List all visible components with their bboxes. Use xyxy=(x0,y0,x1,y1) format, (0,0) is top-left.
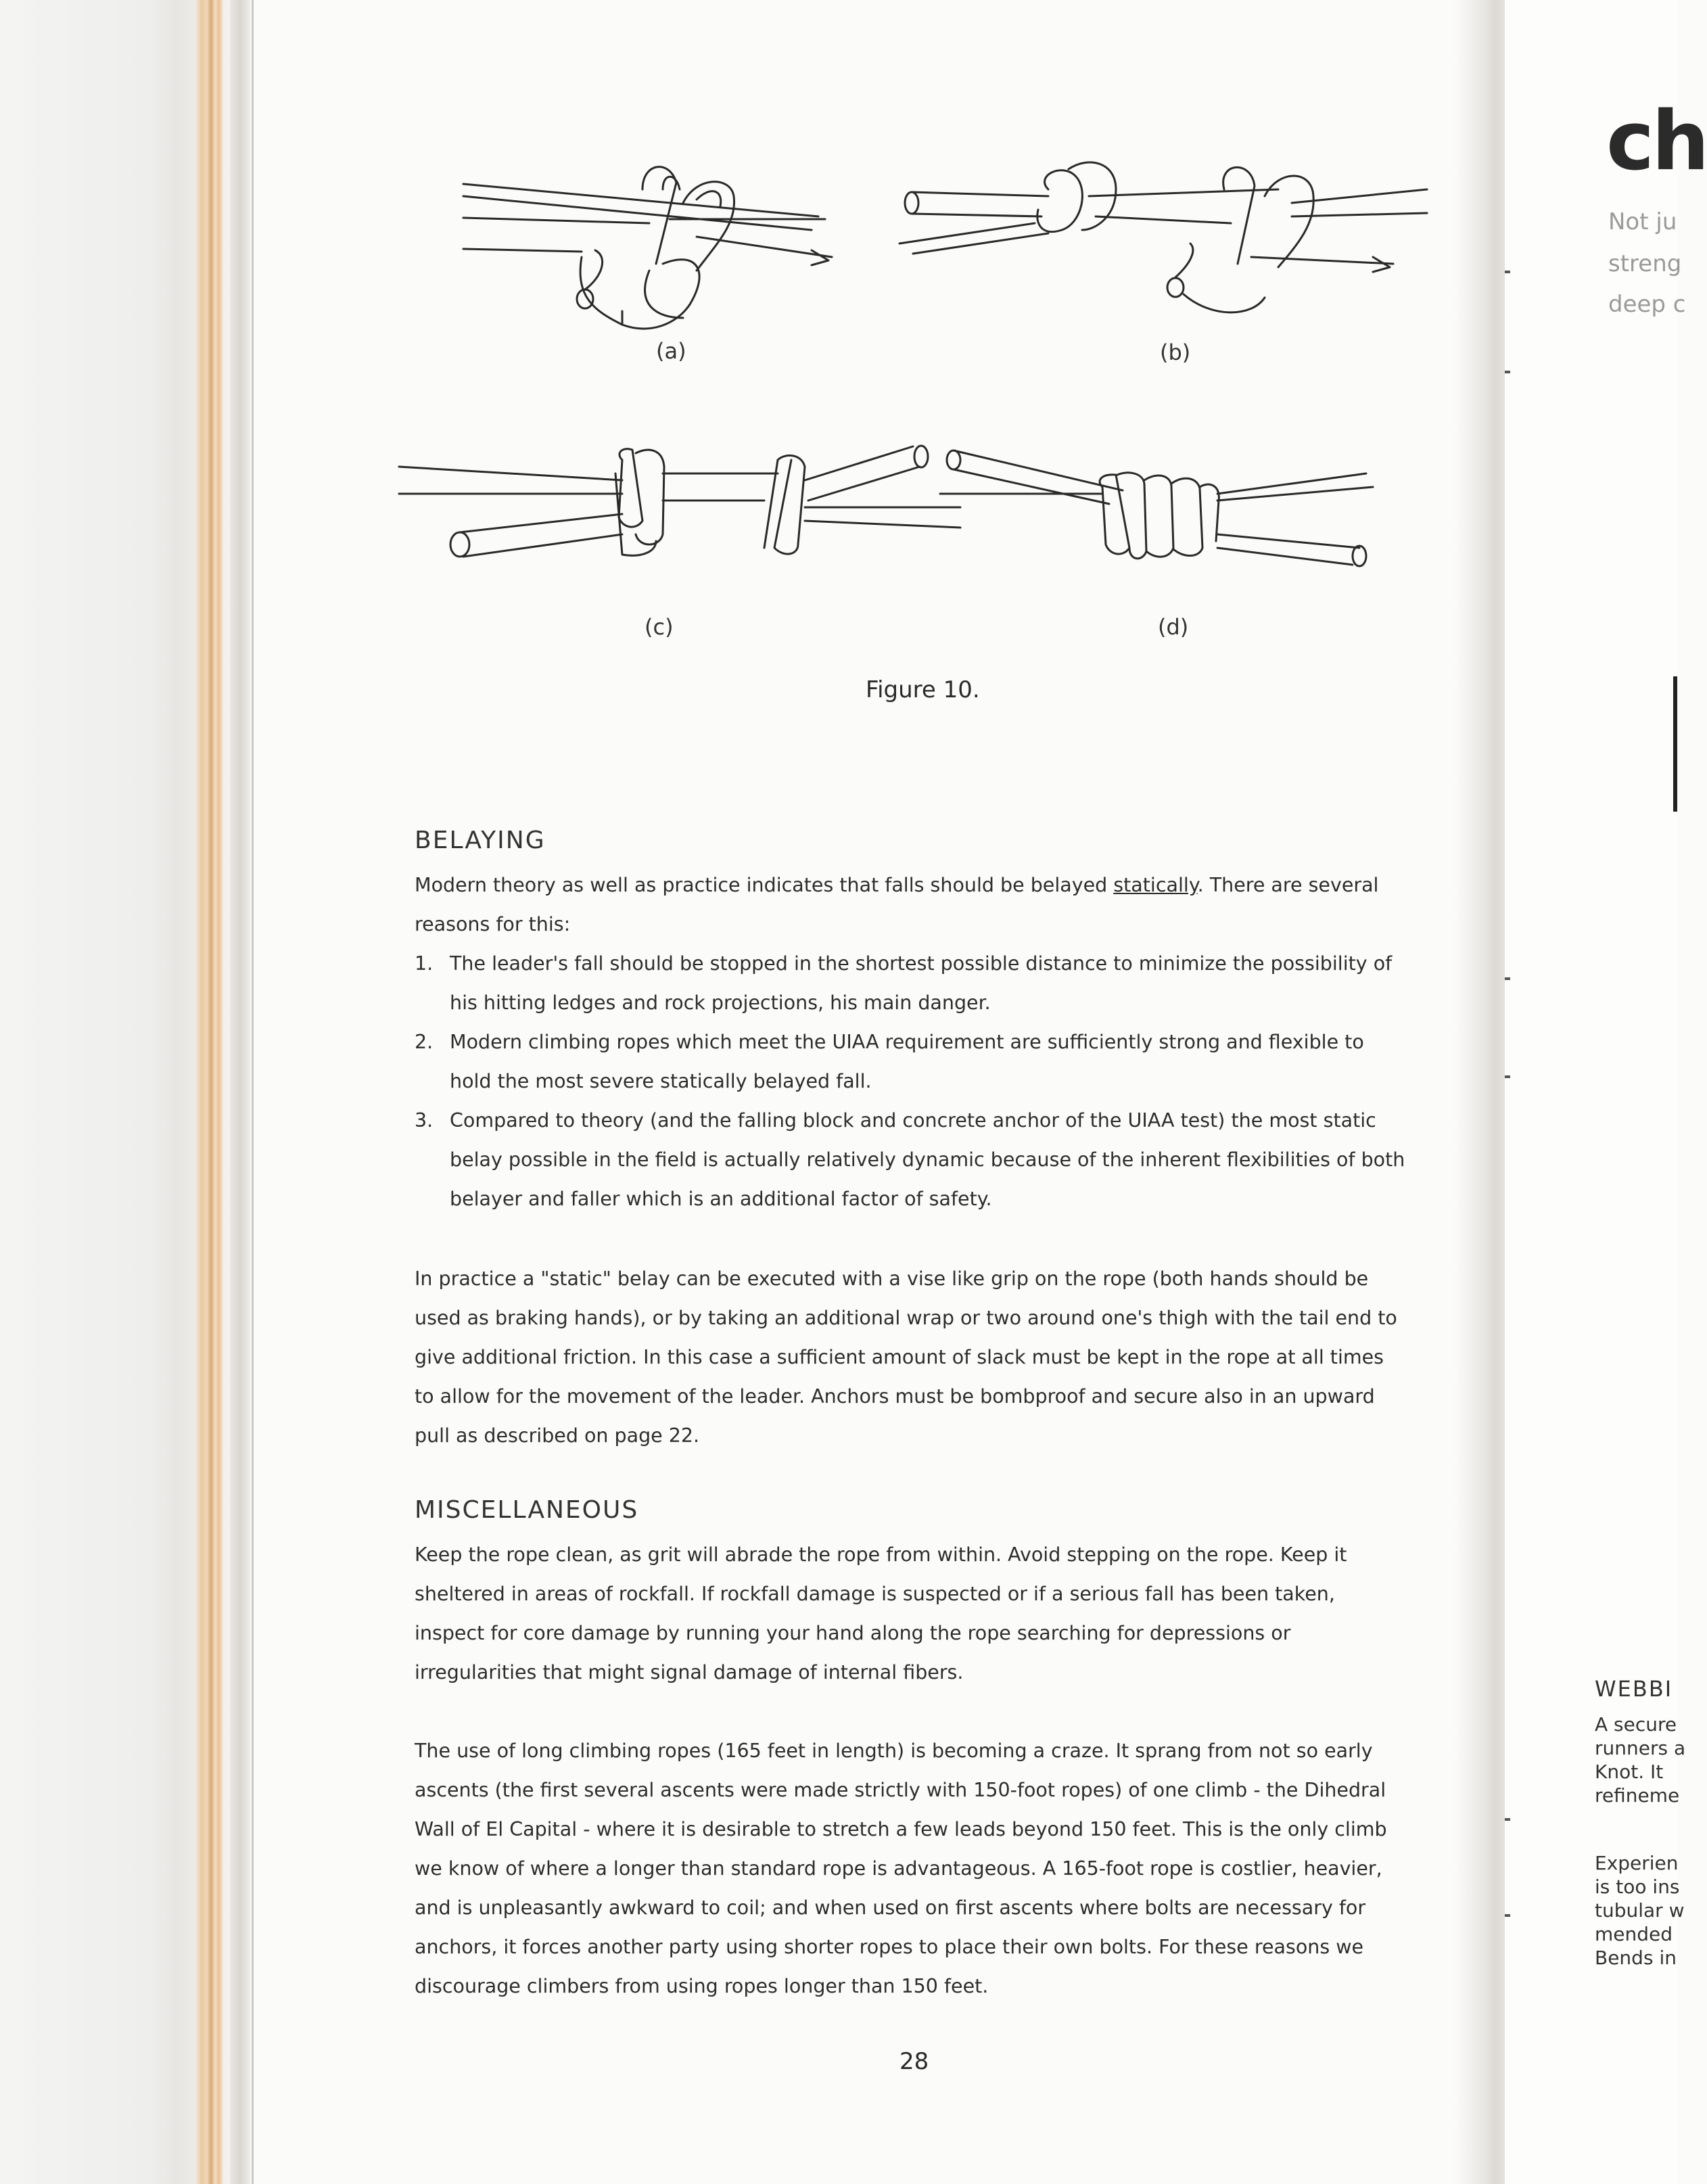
knot-figure xyxy=(379,149,1434,663)
facing-page-intro-line: deep c xyxy=(1608,291,1686,318)
facing-page-line: Experien xyxy=(1595,1852,1679,1874)
facing-page-line: Bends in xyxy=(1595,1947,1677,1969)
facing-page-bar xyxy=(1673,676,1677,812)
section-title-belaying: BELAYING xyxy=(415,827,546,854)
knot-illustrations xyxy=(379,149,1434,663)
scan-mark xyxy=(1505,1075,1510,1078)
facing-page-intro-line: Not ju xyxy=(1608,208,1677,235)
list-text: Compared to theory (and the falling block and concrete anchor of the UIAA test) the most static belay possible in the field is actually relatively dynamic because of the inherent flexibilities of both belayer and faller which is an additional factor of safety. xyxy=(450,1109,1405,1210)
facing-page-line: refineme xyxy=(1595,1784,1680,1807)
list-text: Modern climbing ropes which meet the UIAA requirement are sufficiently strong and flexible to hold the most severe statically belayed fall. xyxy=(450,1031,1364,1092)
facing-page-line: tubular w xyxy=(1595,1899,1685,1922)
belaying-intro-emphasis: statically xyxy=(1113,874,1198,896)
facing-page-intro-line: streng xyxy=(1608,250,1682,277)
figure-label-b: (b) xyxy=(1160,340,1191,365)
scan-mark xyxy=(1505,977,1510,980)
scan-mark xyxy=(1505,1818,1510,1821)
scan-mark xyxy=(1505,271,1510,273)
belaying-intro-start: Modern theory as well as practice indicates that falls should be belayed xyxy=(415,874,1114,896)
facing-page-line: is too ins xyxy=(1595,1876,1680,1898)
list-number: 2. xyxy=(415,1031,434,1053)
list-text: The leader's fall should be stopped in the shortest possible distance to minimize the possibility of his hitting ledges and rock projections, his main danger. xyxy=(450,952,1393,1014)
figure-label-a: (a) xyxy=(656,338,686,364)
belaying-reasons-list xyxy=(415,944,1409,1219)
list-number: 1. xyxy=(415,952,434,975)
spine-shadow xyxy=(252,0,254,2184)
facing-page-subheading: WEBBI xyxy=(1595,1676,1673,1702)
scan-mark xyxy=(1505,371,1510,373)
facing-page-line: runners a xyxy=(1595,1737,1686,1759)
book-spine xyxy=(196,0,223,2184)
miscellaneous-paragraph-2: The use of long climbing ropes (165 feet in length) is becoming a craze. It sprang from not so early ascents (the first several ascents were made strictly with 150-foot ropes) of one climb - the Dihedral Wall of El Capital - where it is desirable to stretch a few leads beyond 150 feet. This is the only climb we know of where a longer than standard rope is advantageous. A 165-foot rope is costlier, heavier, and is unpleasantly awkward to coil; and when used on first ascents where bolts are necessary for anchors, it forces another party using shorter ropes to place their own bolts. For these reasons we discourage climbers from using ropes longer than 150 feet. xyxy=(415,1740,1387,1997)
list-item xyxy=(415,944,1409,1023)
facing-page-heading: ch xyxy=(1606,95,1707,189)
figure-caption: Figure 10. xyxy=(866,676,980,703)
facing-page-line: Knot. It xyxy=(1595,1761,1664,1783)
figure-label-c: (c) xyxy=(645,614,674,640)
page-number: 28 xyxy=(899,2048,929,2075)
facing-page-line: A secure xyxy=(1595,1713,1677,1736)
knot-c-drawing xyxy=(399,446,960,557)
belaying-practice-paragraph: In practice a "static" belay can be executed with a vise like grip on the rope (both hands should be used as braking hands), or by taking an additional wrap or two around one's thigh with the tail end to give additional friction. In this case a sufficient amount of slack must be kept in the rope at all times to allow for the movement of the leader. Anchors must be bombproof and secure also in an upward pull as described on page 22. xyxy=(415,1268,1397,1447)
section-title-miscellaneous: MISCELLANEOUS xyxy=(415,1496,639,1524)
scan-mark xyxy=(1505,1914,1510,1917)
facing-page-line: mended xyxy=(1595,1923,1673,1945)
knot-a-drawing xyxy=(463,167,832,329)
belaying-intro xyxy=(415,866,1409,944)
book-spine-edge xyxy=(230,0,250,2184)
list-item xyxy=(415,1023,1409,1101)
knot-d-drawing xyxy=(940,450,1373,566)
figure-label-d: (d) xyxy=(1158,614,1189,640)
list-number: 3. xyxy=(415,1109,434,1132)
list-item xyxy=(415,1101,1409,1219)
miscellaneous-paragraph-1: Keep the rope clean, as grit will abrade the rope from within. Avoid stepping on the rope. Keep it sheltered in areas of rockfall. If rockfall damage is suspected or if a serious fall has been taken, inspect for core damage by running your hand along the rope searching for depressions or irregularities that might signal damage of internal fibers. xyxy=(415,1543,1347,1683)
knot-b-drawing xyxy=(899,162,1427,312)
belaying-intro-end: . There are several reasons for this: xyxy=(415,874,1379,935)
